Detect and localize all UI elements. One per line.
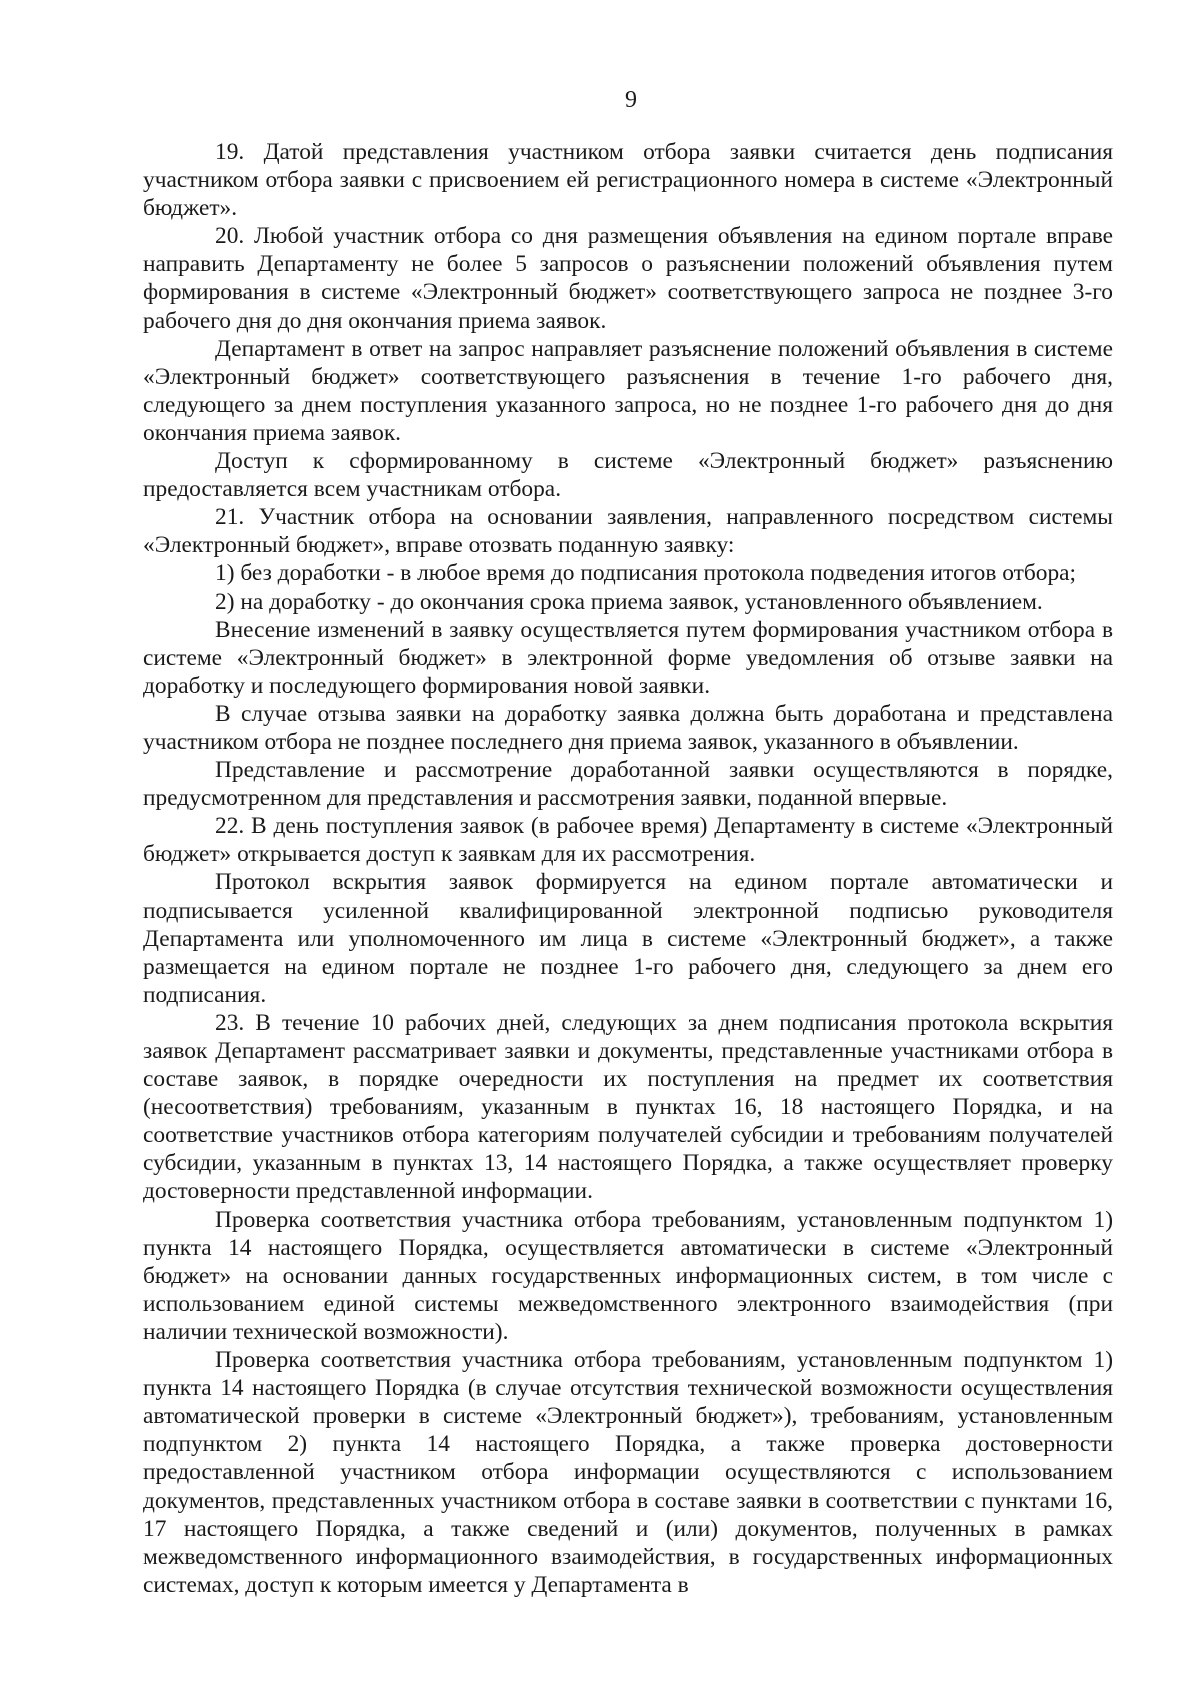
- page-number: 9: [625, 87, 637, 113]
- paragraph-23: 23. В течение 10 рабочих дней, следующих за днем подписания протокола вскрытия заявок Департамент рассматривает заявки и документы, представленные участниками отбора в составе заявок, в порядке очередности их поступления на предмет их соответствия (несоответствия) требованиям, указанным в пунктах 16, 18 настоящего Порядка, и на соответствие участников отбора категориям получателей субсидии и требованиям получателей субсидии, указанным в пунктах 13, 14 настоящего Порядка, а также осуществляет проверку достоверности представленной информации.: [143, 1009, 1113, 1205]
- paragraph-21-revision: В случае отзыва заявки на доработку заявка должна быть доработана и представлена участником отбора не позднее последнего дня приема заявок, указанного в объявлении.: [143, 700, 1113, 755]
- document-body: [143, 138, 1113, 1599]
- paragraph-21: 21. Участник отбора на основании заявления, направленного посредством системы «Электронный бюджет», вправе отозвать поданную заявку:: [143, 504, 1113, 559]
- paragraph-20-response: Департамент в ответ на запрос направляет разъяснение положений объявления в системе «Электронный бюджет» соответствующего разъяснения в течение 1-го рабочего дня, следующего за днем поступления указанного запроса, но не позднее 1-го рабочего дня до дня окончания приема заявок.: [143, 335, 1113, 446]
- paragraph-23-auto-check: Проверка соответствия участника отбора требованиям, установленным подпунктом 1) пункта 14 настоящего Порядка, осуществляется автоматически в системе «Электронный бюджет» на основании данных государственных информационных систем, в том числе с использованием единой системы межведомственного электронного взаимодействия (при наличии технической возможности).: [143, 1206, 1113, 1345]
- paragraph-23-manual-check: Проверка соответствия участника отбора требованиям, установленным подпунктом 1) пункта 14 настоящего Порядка (в случае отсутствия технической возможности осуществления автоматической проверки в системе «Электронный бюджет»), требованиям, установленным подпунктом 2) пункта 14 настоящего Порядка, а также проверка достоверности предоставленной участником отбора информации осуществляются с использованием документов, представленных участником отбора в составе заявки в соответствии с пунктами 16, 17 настоящего Порядка, а также сведений и (или) документов, полученных в рамках межведомственного информационного взаимодействия, в государственных информационных системах, доступ к которым имеется у Департамента в: [143, 1347, 1113, 1598]
- paragraph-22: 22. В день поступления заявок (в рабочее время) Департаменту в системе «Электронный бюджет» открывается доступ к заявкам для их рассмотрения.: [143, 813, 1113, 868]
- paragraph-22-protocol: Протокол вскрытия заявок формируется на едином портале автоматически и подписывается усиленной квалифицированной электронной подписью руководителя Департамента или уполномоченного им лица в системе «Электронный бюджет», а также размещается на едином портале не позднее 1-го рабочего дня, следующего за днем его подписания.: [143, 869, 1113, 1008]
- paragraph-21-review: Представление и рассмотрение доработанной заявки осуществляются в порядке, предусмотренном для представления и рассмотрения заявки, поданной впервые.: [143, 757, 1113, 812]
- paragraph-21-item-1: 1) без доработки - в любое время до подписания протокола подведения итогов отбора;: [215, 560, 1077, 587]
- paragraph-21-changes: Внесение изменений в заявку осуществляется путем формирования участником отбора в системе «Электронный бюджет» в электронной форме уведомления об отзыве заявки на доработку и последующего формирования новой заявки.: [143, 616, 1113, 699]
- paragraph-21-item-2: 2) на доработку - до окончания срока приема заявок, установленного объявлением.: [215, 588, 1043, 615]
- paragraph-20-access: Доступ к сформированному в системе «Электронный бюджет» разъяснению предоставляется всем участникам отбора.: [143, 448, 1113, 503]
- paragraph-19: 19. Датой представления участником отбора заявки считается день подписания участником отбора заявки с присвоением ей регистрационного номера в системе «Электронный бюджет».: [143, 139, 1113, 222]
- paragraph-20: 20. Любой участник отбора со дня размещения объявления на едином портале вправе направить Департаменту не более 5 запросов о разъяснении положений объявления путем формирования в системе «Электронный бюджет» соответствующего запроса не позднее 3-го рабочего дня до дня окончания приема заявок.: [143, 223, 1113, 334]
